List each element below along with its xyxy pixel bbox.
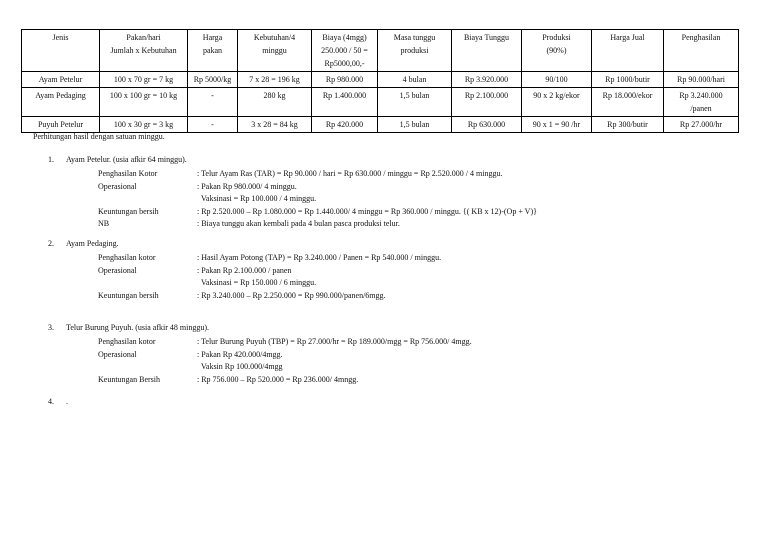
line-value: Vaksinasi = Rp 150.000 / 6 minggu. (201, 278, 317, 287)
column-header (22, 30, 100, 72)
section-number: 2. (48, 239, 54, 248)
section-heading (48, 239, 119, 248)
table-cell-text: 90 x 1 = 90 /hr (532, 120, 581, 129)
table-row (22, 88, 739, 117)
column-header-line: Jenis (52, 33, 69, 42)
table-cell-text: Ayam Pedaging (35, 91, 86, 100)
table-cell-text: 7 x 28 = 196 kg (249, 75, 300, 84)
table-cell (522, 117, 592, 133)
table-cell (664, 117, 739, 133)
section-number: 3. (48, 323, 54, 332)
line-label: Penghasilan Kotor (98, 169, 158, 178)
table-cell-text: Rp 3.240.000 (679, 91, 723, 100)
table-cell (100, 88, 188, 117)
table-cell (592, 72, 664, 88)
table-cell-text: Rp 420.000 (325, 120, 364, 129)
table-cell (238, 117, 312, 133)
table-cell-text: 90 x 2 kg/ekor (533, 91, 580, 100)
table-cell-text: Rp 18.000/ekor (602, 91, 653, 100)
column-header-line: Penghasilan (681, 33, 721, 42)
table-body (22, 72, 739, 133)
line-value: : Rp 3.240.000 – Rp 2.250.000 = Rp 990.000/panen/6mgg. (197, 290, 386, 300)
table-cell (664, 88, 739, 117)
table-cell-text: Rp 1000/butir (605, 75, 650, 84)
table-cell-text: 100 x 100 gr = 10 kg (109, 91, 178, 100)
column-header (378, 30, 452, 72)
section-heading (48, 155, 187, 164)
table-cell-text: Rp 1.400.000 (322, 91, 367, 100)
column-header-line: Harga (202, 33, 223, 42)
line-value: : Rp 756.000 – Rp 520.000 = Rp 236.000/ 4mngg. (197, 374, 359, 384)
table-cell-text: Rp 300/butir (607, 120, 648, 129)
column-header (592, 30, 664, 72)
table-cell (22, 72, 100, 88)
column-header-line: produksi (400, 46, 429, 55)
table-cell-text: Puyuh Petelur (37, 120, 84, 129)
livestock-table (21, 29, 739, 133)
line-value: : Pakan Rp 980.000/ 4 minggu. (197, 181, 297, 191)
table-cell (188, 72, 238, 88)
table-cell-text: Rp 630.000 (467, 120, 506, 129)
line-value: Vaksinasi = Rp 100.000 / 4 minggu. (201, 194, 317, 203)
section-title: . (66, 397, 68, 406)
table-cell-text: 100 x 70 gr = 7 kg (113, 75, 174, 84)
column-header (452, 30, 522, 72)
line-label: Operasional (98, 265, 137, 275)
table-cell (378, 88, 452, 117)
table-cell (22, 88, 100, 117)
line-label: Keuntungan bersih (98, 290, 159, 300)
table-cell-text: 1,5 bulan (399, 120, 430, 129)
table-row (22, 117, 739, 133)
line-value: : Biaya tunggu akan kembali pada 4 bulan pasca produksi telur. (197, 219, 400, 228)
table-cell-text: Rp 90.000/hari (677, 75, 725, 84)
line-label: Penghasilan kotor (98, 253, 156, 262)
table-cell (238, 72, 312, 88)
line-label: Operasional (98, 349, 137, 359)
table-cell-text: Ayam Petelur (38, 75, 83, 84)
column-header (238, 30, 312, 72)
table-cell (312, 88, 378, 117)
table-cell-text: 90/100 (545, 75, 568, 84)
table-cell (592, 88, 664, 117)
column-header-line: Kebutuhan/4 (253, 33, 296, 42)
section-title: Ayam Pedaging. (66, 239, 119, 248)
table-cell (452, 88, 522, 117)
column-header-line: Produksi (542, 33, 571, 42)
column-header-line: pakan (202, 46, 223, 55)
table-cell (452, 72, 522, 88)
column-header (188, 30, 238, 72)
line-label: Penghasilan kotor (98, 337, 156, 346)
table-cell (238, 88, 312, 117)
section-heading (48, 323, 209, 332)
column-header (522, 30, 592, 72)
table-cell (312, 72, 378, 88)
line-value: : Hasil Ayam Potong (TAP) = Rp 3.240.000 / Panen = Rp 540.000 / minggu. (197, 253, 442, 262)
line-value: : Telur Ayam Ras (TAR) = Rp 90.000 / hari = Rp 630.000 / minggu = Rp 2.520.000 / 4 minggu. (197, 169, 503, 178)
table-cell (592, 117, 664, 133)
column-header (312, 30, 378, 72)
column-header-line: minggu (262, 46, 287, 55)
table-cell-text: /panen (690, 104, 712, 113)
line-value: : Rp 2.520.000 – Rp 1.080.000 = Rp 1.440.000/ 4 minggu = Rp 360.000 / minggu. {( KB x 12)-(Op + V)} (197, 206, 537, 216)
table-cell (378, 117, 452, 133)
table-cell-text: Rp 2.100.000 (464, 91, 509, 100)
table-cell (522, 72, 592, 88)
column-header (100, 30, 188, 72)
section-title: Ayam Petelur. (usia afkir 64 minggu). (66, 155, 187, 164)
column-header-line: (90%) (546, 46, 567, 55)
table-cell (188, 88, 238, 117)
column-header-line: Pakan/hari (126, 33, 161, 42)
column-header-line: Biaya (4mgg) (322, 33, 367, 42)
table-cell-text: 280 kg (263, 91, 286, 100)
table-cell (22, 117, 100, 133)
table-row (22, 72, 739, 88)
table-cell-text: Rp 5000/kg (193, 75, 232, 84)
line-value: : Pakan Rp 420.000/4mgg. (197, 349, 283, 359)
column-header-line: 250.000 / 50 = (321, 46, 368, 55)
table-cell (312, 117, 378, 133)
table-cell (522, 88, 592, 117)
table-cell-text: Rp 980.000 (325, 75, 364, 84)
table-cell (452, 117, 522, 133)
table-cell-text: 4 bulan (402, 75, 427, 84)
column-header-line: Biaya Tunggu (463, 33, 510, 42)
table-cell (664, 72, 739, 88)
section-title: Telur Burung Puyuh. (usia afkir 48 minggu). (66, 323, 209, 332)
line-label: NB (98, 219, 110, 228)
table-cell-text: - (211, 91, 214, 100)
table-cell (378, 72, 452, 88)
table-cell (100, 117, 188, 133)
table-cell-text: 3 x 28 = 84 kg (251, 120, 298, 129)
intro-text: Perhitungan hasil dengan satuan minggu. (33, 132, 165, 141)
line-value: : Pakan Rp 2.100.000 / panen (197, 265, 292, 275)
table-cell (188, 117, 238, 133)
line-label: Keuntungan bersih (98, 206, 159, 216)
section-number: 4. (48, 397, 54, 406)
column-header-line: Masa tunggu (393, 33, 436, 42)
table-cell-text: Rp 27.000/hr (679, 120, 723, 129)
table-cell-text: 100 x 30 gr = 3 kg (113, 120, 174, 129)
column-header-line: Jumlah x Kebutuhan (110, 46, 177, 55)
table-cell-text: Rp 3.920.000 (464, 75, 509, 84)
line-value: : Telur Burung Puyuh (TBP) = Rp 27.000/hr = Rp 189.000/mgg = Rp 756.000/ 4mgg. (197, 337, 472, 346)
table-cell-text: - (211, 120, 214, 129)
column-header-line: Harga Jual (610, 33, 645, 42)
section-number: 1. (48, 155, 54, 164)
column-header-line: Rp5000,00,- (324, 59, 365, 68)
section-heading (48, 397, 68, 406)
table-header-row (22, 30, 739, 72)
column-header (664, 30, 739, 72)
line-value: Vaksin Rp 100.000/4mgg (201, 362, 283, 371)
line-label: Keuntungan Bersih (98, 374, 160, 384)
line-label: Operasional (98, 181, 137, 191)
table-cell-text: 1,5 bulan (399, 91, 430, 100)
table-cell (100, 72, 188, 88)
